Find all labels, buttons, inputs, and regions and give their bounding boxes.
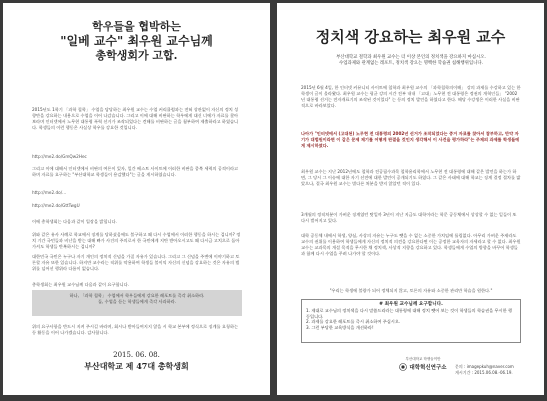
paragraph: 총학생회는 최우원 교수님께 다음과 같이 요구합니다. — [32, 282, 129, 287]
paragraph: 대학 공동체 내에서 학생, 양심, 사상의 자유는 누구도 뺏을 수 없는 소중한 가치임에 틀림없다. 아무리 가벼운 주제라도 교수의 권위를 이용하여 학생들에게 자신의 정치적 의견을 강요한다면 이는 공정한 교육자의 자세라고 할 수 없다. 최우원 교수는 교과목의 개설 목적을 무시한 채 정치색, 사상적 지향을 강요하고 있다. 학생들에게 수업의 방향을 바꾸어 학생들과 함께 다시 수업을 꾸려 나가야 할 것이다. — [301, 233, 521, 256]
demands-heading: # 최우원 교수님께 요구합니다. — [379, 302, 443, 307]
demand-item: 3. 그런 부당한 교육방식을 개선하라! — [306, 325, 374, 331]
right-poster — [277, 3, 544, 395]
demand-item: 하나, 「과학 철학」 수업에서 학우들에게 강요한 레포트를 즉각 취소하라. — [69, 293, 205, 298]
footer-meta — [455, 364, 541, 375]
contact-email: 문의 : imagepkuh@naver.com — [455, 364, 514, 369]
highlight-paragraph: 나아가 "인터넷에서 (고대된) 노무현 전 대통령의 2002년 선거가 조작되었다는 증거 자료를 찾아서 참부하고, 만약 자기가 대법원이라면 이 같은 문제 제기를 어떻게 판결을 것인지 생각해서 이 사건을 평가하라"는 주제의 과제를 학생들에게 제시하였다. — [301, 131, 520, 148]
link[interactable]: http://me2.do/... — [32, 190, 67, 195]
org-logo — [393, 357, 453, 371]
paragraph: 그리고 이에 대해서 인터넷에서 비판의 여론이 있자, 일간 베스트 사이트에 이러한 비판을 종북 세력의 공격이라고 하며 자료를 요구하는 "부산대학교 학생들이 용감했다"는 글을 게시하였습니다. — [32, 166, 239, 177]
poster-title: 정치색 강요하는 최우원 교수 — [315, 28, 506, 46]
headline — [3, 20, 270, 63]
left-poster — [3, 3, 270, 395]
date: 2015. 06. 08. — [113, 351, 160, 359]
closing-quote: "우리는 학생에 불량가 되어 정체되지 않고, 토론의 자유와 소중한 관리만 학습을 원한다." — [329, 288, 493, 293]
demand-box — [32, 290, 242, 316]
demand-item: 2. 과제를 강요한 레포트를 즉시 취소하여 주십시오. — [306, 319, 401, 325]
subtitle — [301, 55, 521, 67]
org-emblem-icon — [399, 363, 407, 371]
org-label: 부산대학교 학생들이만 — [405, 357, 441, 361]
headline-line-1: 학우들을 협박하는 — [92, 20, 181, 33]
subtitle-line: 부산대학교 철학과 최우원 교수는 더 이상 본인의 정치색을 강요하지 마십시오. — [336, 55, 486, 60]
posting-period: 게시기간 : 2015.06.08.-06.19. — [455, 369, 513, 375]
signature: 부산대학교 제 47대 총학생회 — [84, 361, 189, 371]
paragraph: 2015년도 1학기 「과학 철학」 수업을 담당하는 최우원 교수는 수업 커리큘럼과는 전혀 상관없이 자신의 정치 성향만을 강요하는 내용으로 수업을 이어 나갔습니다. 그리고 이에 대해 비판하는 학우에게 대신 너에가 자료를 찾아 보라며 인터넷에서 노무현 대통령 폭력 선거가 조작되었다는 견해를 비판하는 글을 첨부하여 제출하라고 하였습니다. 학생들의 이런 행동은 사실상 학우를 강요한 것입니다. — [32, 107, 239, 130]
link[interactable]: http://me2.do/GmQw2Hec — [32, 154, 87, 159]
paragraph: 이에 총학생회는 다음과 같이 입장을 밝힙니다. — [32, 219, 117, 224]
link[interactable]: http://me2.do/GttTwgU — [32, 203, 80, 208]
headline-line-2: "일베 교수" 최우원 교수님께 — [60, 34, 213, 48]
paragraph: 대한민국 국민은 누구나 자기 개인의 정치적 신념을 가질 자유가 있습니다. 그리고 그 신념을 주변에 이야기하고 토론할 자유 또한 있습니다. 하지만 교수라는 직위를 악용하여 학생들 불이익 자신의 신념을 강요하는 것은 자유의 범위를 넘어선 행위라 다름이 없습니다. — [32, 254, 240, 271]
paragraph: 위와 같은 유사 사례로 학교에서 징계를 당하셨음에도 불구하고 왜 다시 수업에서 이러한 행동을 하시는 겁니까? 정치 기간 국민들과 비난을 받는 대해 빠가 사건의 주의로서 한 국민에게 지탄 받아오시고도 왜 다시금 고치으로 돌아가셔도 학생들 반복하시는 겁니까? — [32, 232, 241, 249]
org-name: 대학혁신연구소 — [409, 364, 447, 371]
paragraph: 3개월의 정직처분이 가벼운 징계였던 탓일까 3년이 지난 지금도 대학이라는 학문 공동체에서 상상할 수 없는 일들이 또 다시 벌어지고 있다. — [301, 212, 517, 223]
headline-line-3: 총학생회가 고합. — [95, 49, 178, 62]
demands-box — [301, 299, 521, 343]
paragraph: 위의 요구사항을 반드시 지켜 주시길 바라며, 회시나 받아들여지지 않을 시 학교 본부에 정식으로 징계를 요청하는 등 활동을 이어 나가겠습니다. 감사합니다. — [32, 324, 239, 335]
demand-item: 1. 제대로 교수님의 정치색을 다시 말씀드리라는 대통령에 대해 정치 뺏어 보는 것이 학생들의 학습권을 무시한 행동입니다. — [306, 307, 512, 319]
subtitle-line: 수업과제와 관계없는 레포트, 정치색 강요는 명백한 학습권 침해행위입니다. — [338, 61, 484, 66]
demand-item: 둘, 수업을 듣는 학생들에게 즉각 사과하라. — [97, 299, 177, 304]
paragraph: 2015년 6월 4일, 한 인터넷 커뮤니티 사이트에 철학과 최우원 교수의 「과학철학의이해」 강의 과제를 수강하고 있는 한 학생이 글이 올라왔다. 최우원 교수는 평균 강의 시간 전부 내내 「고대」노무현 전 대통령은 정권의 개혁인들」 "2002년 대통령 선거는 전자개표기의 조작된 것이었다" 는 등의 정치 발언을 하였다고 한다. 해당 수강생은 이러한 사실을 비판적으로 바라보았다. — [301, 85, 521, 108]
paragraph: 최우원 교수는 지난 2012년에도 철학과 전공필수과목 철학윤리학에서 노무현 전 대통령에 대해 같은 발언을 하는가 하면, 그 당시 그 이슈에 대한 자기 선전에 대한 발언이 공개되기도 하였다. 그 같은 사태에 대해 학교는 징계 결정 절차를 밟았으나, 결국 최우원 교수는 별다른 처분을 받지 않았던 적이 있다. — [301, 169, 521, 186]
